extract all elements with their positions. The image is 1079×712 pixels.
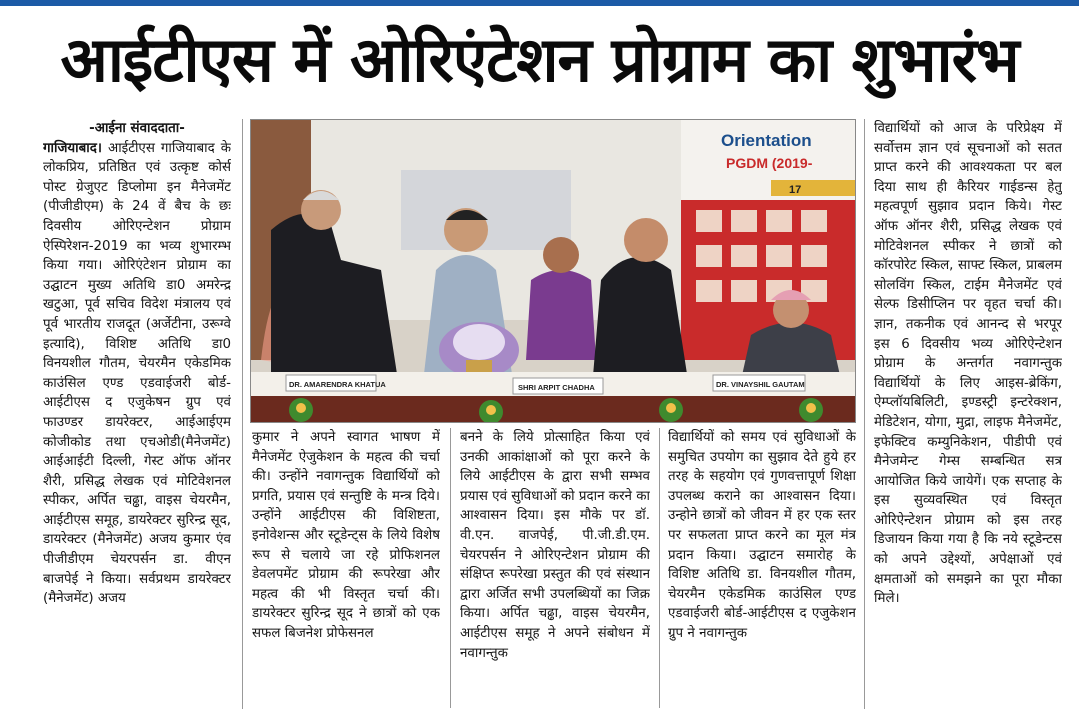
article-column-2 [252, 428, 440, 710]
banner-title: Orientation [721, 131, 812, 150]
column-3-text: बनने के लिये प्रोत्साहित किया एवं उनकी आकांक्षाओं को पूरा करने के लिये आईटीएस के द्वारा सभी सम्भव प्रयास एवं सुविधाओं को प्रदान करने का आश्वासन दिया। इस मौके पर डॉ. वी.एन. वाजपेई, पी.जी.डी.एम. चेयरपर्सन ने ओरिएन्टेशन प्रोग्राम की संक्षिप्त रूपरेखा प्रस्तुत की एवं संस्थान द्वारा अर्जित सभी उपलब्धियों का जिक्र किया। अर्पित चढ्ढा, वाइस चेयरमैन, आईटीएस समूह ने अपने संबोधन में नवागन्तुक [460, 430, 650, 661]
byline: -आईना संवाददाता- [89, 121, 185, 136]
top-rule [0, 0, 1079, 6]
column-4-text: विद्यार्थियों को समय एवं सुविधाओं के समुचित उपयोग का सुझाव देते हुये हर तरह के सहयोग एवं गुणवत्तापूर्ण शिक्षा उपलब्ध कराने का आश्वासन दिया। उन्होने छात्रों को जीवन में हर एक स्तर पर सफलता प्राप्त करने का मूल मंत्र प्रदान किया। उद्घाटन समारोह के विशिष्ट अतिथि डा. विनयशील गौतम, चेयरमैन एकेडमिक काउंसिल एण्ड एडवाईजरी बोर्ड-आईटीएस द एजुकेशन ग्रुप ने नवागन्तुक [668, 430, 856, 641]
column-divider [659, 428, 660, 708]
column-divider [450, 428, 451, 708]
banner-date: 17 [789, 184, 802, 196]
column-2-text: कुमार ने अपने स्वागत भाषण में मैनेजमेंट ऐजुकेशन के महत्व की चर्चा की। उन्होंने नवागन्तुक विद्यार्थियों को प्रगति, प्रयास एवं सन्तुष्टि के मन्त्र दिये। उन्होंने आईटीएस की विशिष्टता, इनोवेशन्स और स्टूडेन्ट्स के लिये विशेष रूप से चलाये जा रहे प्रोफिशनल डेवलपमेंट प्रोग्राम की रूपरेखा और महत्व की भी विस्तृत चर्चा की। डायरेक्टर सुरिन्द्र सूद ने छात्रों को एक सफल बिजनेश प्रोफेसनल [252, 430, 440, 641]
column-divider [864, 119, 865, 709]
article-column-5 [874, 119, 1062, 709]
column-5-text: विद्यार्थियों को आज के परिप्रेक्ष्य में सर्वोत्तम ज्ञान एवं सूचनाओं को सतत प्राप्त करने की आवश्यकता पर बल दिया साथ ही कैरियर गाईडन्स हेतु महत्वपूर्ण सुझाव प्रदान किये। गेस्ट ऑफ ऑनर शैरी, प्रसिद्ध लेखक एवं मोटिवेशनल स्पीकर ने छात्रों को कॉरपोरेट स्किल, साफ्ट स्किल, प्राबलम सोलविंग स्किल, टाईम मैनेजमेंट एवं सेल्फ डिसीप्लिन पर वृहत चर्चा की। ज्ञान, तकनीक एवं आनन्द से भरपूर इस 6 दिवसीय भव्य ओरिऐन्टेशन प्रोग्राम के अन्तर्गत नवागन्तुक विद्यार्थियों के लिए आइस-ब्रेकिंग, ऐम्प्लॉयबिलिटी, इण्डस्ट्री इन्टरेक्शन, मेडिटेशन, योगा, मुद्रा, लाइफ मैनेजमेंट, इफेक्टिव कम्युनिकेशन, पीडीपी एवं मैनेजमेन्ट गेम्स सम्बन्धित सत्र आयोजित किये जायेगें। एक सप्ताह के इस सुव्यवस्थित एवं विस्तृत ओरिऐन्टेशन प्रोग्राम को इस तरह डिजायन किया गया है कि नये स्टूडेन्टस को अपने उद्देश्यों, अपेक्षाओं एवं क्षमताओं को समझने का पूरा मौका मिले। [874, 121, 1062, 607]
banner-subtitle: PGDM (2019- [726, 155, 813, 171]
headline: आईटीएस में ओरिएंटेशन प्रोग्राम का शुभारंभ [60, 23, 1019, 96]
nameplate-3: DR. VINAYSHIL GAUTAM [716, 380, 805, 389]
dateline: गाजियाबाद। [43, 140, 102, 156]
article-column-1 [43, 119, 231, 709]
column-1-text: आईटीएस गाजियाबाद के लोकप्रिय, प्रतिष्ठित एवं उत्कृष्ट कोर्स पोस्ट ग्रेजुएट डिप्लोमा इन मैनेजमेंट (पीजीडीएम) के 24 वें बैच के छः दिवसीय ओरिएन्टेशन प्रोग्राम ऐस्पिरेशन-2019 का भव्य शुभारम्भ किया गया। ओरिएंटेशन प्रोग्राम का उद्घाटन मुख्य अतिथि डा0 अमरेन्द्र खटुआ, पूर्व सचिव विदेश मंत्रालय एवं पूर्व भारतीय राजदूत (अर्जेटीना, उरूग्वे इत्यादि), विशिष्ट अतिथि डा0 विनयशील गौतम, चेयरमैन एकेडमिक काउंसिल एण्ड एडवाईजरी बोर्ड-आईटीएस द एजुकेषन ग्रुप एवं फाउण्डर डायरेक्टर, आईआईएम कोजीकोड तथा एचओडी(मैनेजमेंट) आईआईटी दिल्ली, गेस्ट ऑफ ऑनर शैरी, प्रसिद्ध लेखक एवं मोटिवेशनल स्पीकर, अर्पित चढ्ढा, वाइस चेयरमैन, आईटीएस समूह, डायरेक्टर सुरिन्द्र सूद, डायरेक्टर (मैनेजमेंट) अजय कुमार एंव पीजीडीएम चेयरपर्सन डा. वीएन बाजपेई ने किया। सर्वप्रथम डायरेक्टर (मैनेजमेंट) अजय [43, 140, 231, 607]
article-column-4 [668, 428, 856, 710]
nameplate-2: SHRI ARPIT CHADHA [518, 383, 595, 392]
event-photo [250, 119, 856, 423]
column-divider [242, 119, 243, 709]
article-column-3 [460, 428, 650, 710]
nameplate-1: DR. AMARENDRA KHATUA [289, 380, 386, 389]
